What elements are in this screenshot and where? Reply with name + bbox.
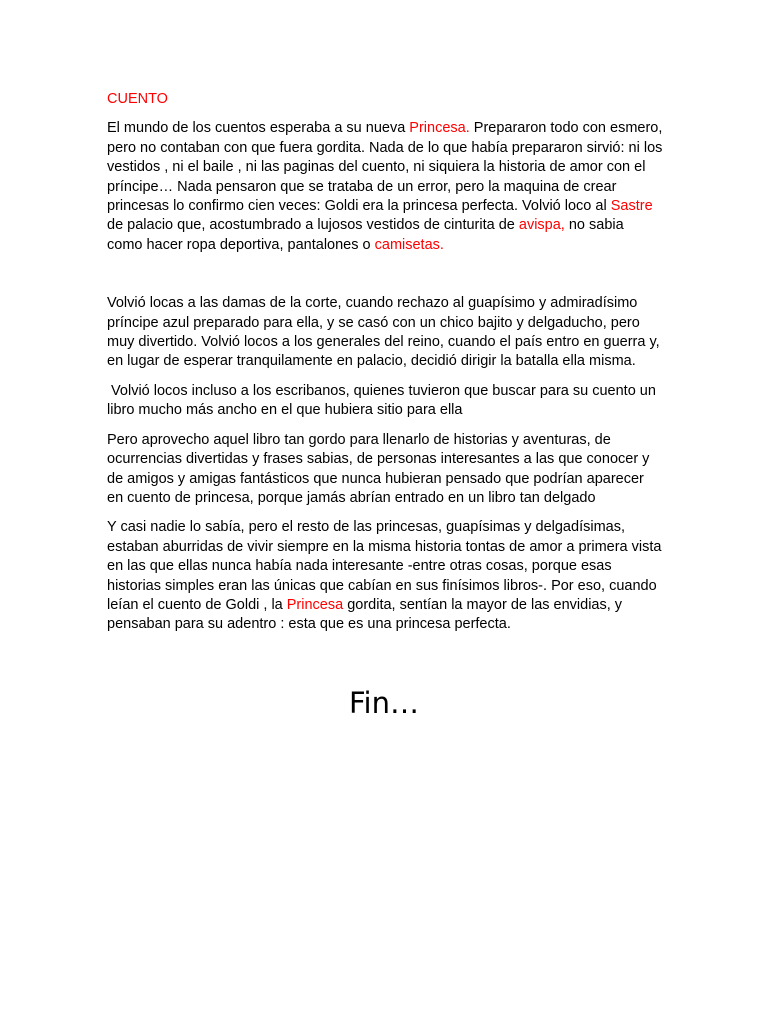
paragraph-5-text-1: Y casi nadie lo sabía, pero el resto de las princesas, guapísimas y delgadísimas, estaban aburridas de vivir siempre en la misma historia tontas de amor a primera vista en las que ellas nunca había nada interesante -entre otras cosas, porque esas historias simples eran las únicas que cabían en sus finísimos libros-. Por eso, cuando leían el cuento de Goldi , la bbox=[107, 519, 662, 613]
paragraph-5-text-2: gordita, sentían la mayor de las envidias, y pensaban para su adentro : esta que es una princesa perfecta. bbox=[107, 596, 623, 633]
paragraph-1-text-4: no sabia como hacer ropa deportiva, pantalones o bbox=[107, 217, 624, 253]
highlight-camisetas: camisetas. bbox=[374, 236, 444, 253]
paragraph-2: Volvió locas a las damas de la corte, cuando rechazo al guapísimo y admiradísimo príncipe azul preparado para ella, y se casó con un chico bajito y delgaducho, pero muy divertido. Volvió locos a los generales del reino, cuando el país entro en guerra y, en lugar de esperar tranquilamente en palacio, decidió dirigir la batalla ella misma. bbox=[107, 295, 660, 370]
highlight-princesa: Princesa. bbox=[409, 120, 470, 137]
document-page bbox=[107, 90, 663, 645]
paragraph-4: Pero aprovecho aquel libro tan gordo para llenarlo de historias y aventuras, de ocurrencias divertidas y frases sabias, de personas interesantes a las que conocer y de amigos y amigas fantásticos que nunca hubieran pensado que podrían aparecer en cuento de princesa, porque jamás abrían entrado en un libro tan delgado bbox=[107, 431, 650, 506]
paragraph-1 bbox=[107, 119, 663, 255]
highlight-princesa-2: Princesa bbox=[286, 596, 344, 613]
paragraph-1-text-3: de palacio que, acostumbrado a lujosos vestidos de cinturita de bbox=[107, 217, 519, 234]
ending-text: Fin… bbox=[348, 686, 419, 720]
paragraph-3: Volvió locos incluso a los escribanos, quienes tuvieron que buscar para su cuento un libro mucho más ancho en el que hubiera sitio para ella bbox=[107, 382, 660, 419]
story-title: CUENTO bbox=[107, 91, 168, 107]
paragraph-5 bbox=[107, 518, 663, 634]
paragraph-1-text-1: El mundo de los cuentos esperaba a su nueva bbox=[107, 120, 410, 137]
blank-line bbox=[107, 265, 663, 294]
paragraph-1-text-2: Prepararon todo con esmero, pero no contaban con que fuera gordita. Nada de lo que había prepararon sirvió: ni los vestidos , ni el baile , ni las paginas del cuento, ni siquiera la historia de amor con el príncipe… Nada pensaron que se trataba de un error, pero la maquina de crear princesas lo confirmo cien veces: Goldi era la princesa perfecta. Volvió loco al bbox=[107, 120, 663, 215]
highlight-sastre: Sastre bbox=[610, 198, 653, 215]
highlight-avispa: avispa, bbox=[518, 217, 565, 234]
